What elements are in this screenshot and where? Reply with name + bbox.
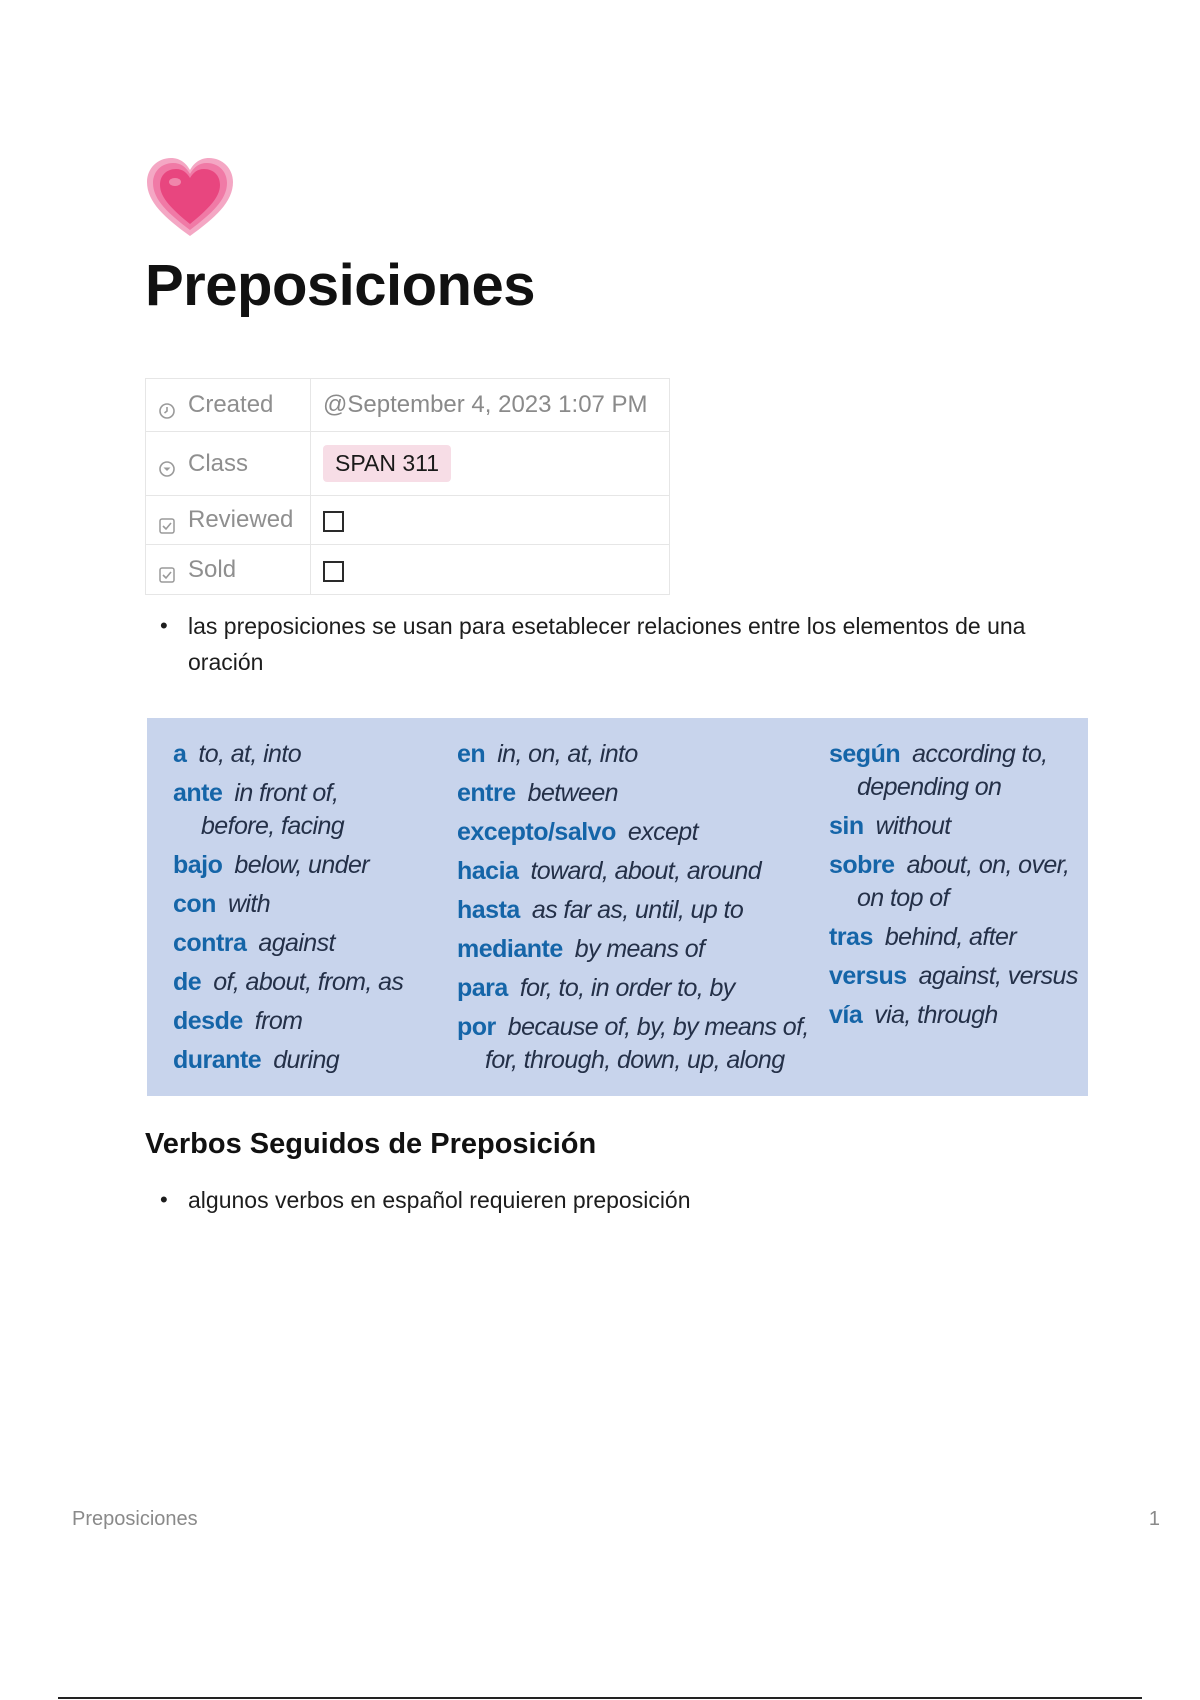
list-item — [160, 608, 1100, 680]
preposition-word: excepto/salvo — [457, 818, 616, 846]
reviewed-value-cell — [311, 496, 670, 545]
preposition-meaning: without — [875, 812, 951, 840]
page-bottom-divider — [58, 1697, 1142, 1699]
preposition-meaning: with — [227, 890, 271, 918]
preposition-meaning: to, at, into — [198, 740, 301, 768]
preposition-meaning: toward, about, around — [530, 857, 762, 885]
preposition-entry — [457, 855, 809, 888]
preposition-word: hacia — [457, 857, 519, 885]
preposition-word: de — [173, 968, 202, 996]
property-label: Sold — [188, 555, 237, 583]
preposition-word: mediante — [457, 935, 563, 963]
preposition-word: para — [457, 974, 508, 1002]
preposition-entry — [829, 738, 1078, 804]
preposition-entry — [173, 1005, 403, 1038]
preposition-word: desde — [173, 1007, 243, 1035]
class-value-cell[interactable] — [311, 432, 670, 496]
bullet-dot: • — [160, 613, 168, 638]
preposition-word: contra — [173, 929, 247, 957]
preposition-entry — [457, 777, 809, 810]
preposition-word: sobre — [829, 851, 895, 879]
preposition-entry — [173, 966, 403, 999]
preposition-word: tras — [829, 923, 873, 951]
preposition-entry — [173, 927, 403, 960]
preposition-word: ante — [173, 779, 223, 807]
preposition-meaning: against, versus — [918, 962, 1078, 990]
preposition-meaning: via, through — [874, 1001, 998, 1029]
preposition-meaning: according to, — [912, 740, 1048, 768]
preposition-entry — [457, 816, 809, 849]
created-date-value[interactable]: @September 4, 2023 1:07 PM — [311, 379, 670, 432]
class-tag[interactable]: SPAN 311 — [323, 445, 451, 482]
preposition-meaning: except — [627, 818, 698, 846]
preposition-meaning: because of, by, by means of, — [507, 1013, 809, 1041]
sold-value-cell — [311, 545, 670, 595]
preposition-entry — [457, 933, 809, 966]
preposition-entry — [829, 960, 1078, 993]
list-item — [160, 1182, 1100, 1218]
preposition-entry — [829, 999, 1078, 1032]
property-name-cell — [146, 432, 311, 496]
reviewed-checkbox[interactable] — [323, 511, 344, 532]
property-name-cell — [146, 379, 311, 432]
preposition-word: vía — [829, 1001, 863, 1029]
preposition-word: entre — [457, 779, 516, 807]
preposition-word: versus — [829, 962, 907, 990]
property-label: Created — [188, 391, 274, 418]
preposition-entry — [829, 921, 1078, 954]
property-row-class — [146, 432, 670, 496]
preposition-meaning: against — [258, 929, 335, 957]
property-name-cell — [146, 496, 311, 545]
preposition-meaning: of, about, from, as — [213, 968, 404, 996]
preposition-entry — [457, 894, 809, 927]
prepositions-table-image — [147, 718, 1088, 1096]
preposition-word: durante — [173, 1046, 262, 1074]
sold-checkbox[interactable] — [323, 561, 344, 582]
bullet-text[interactable]: algunos verbos en español requieren preposición — [188, 1187, 691, 1213]
preposition-word: por — [457, 1013, 496, 1041]
preposition-entry — [457, 1011, 809, 1077]
preposition-meaning: in front of, — [234, 779, 339, 807]
preposition-meaning: for, to, in order to, by — [519, 974, 735, 1002]
property-label: Class — [188, 449, 249, 477]
property-row-reviewed — [146, 496, 670, 545]
prepositions-column-3 — [829, 738, 1078, 1038]
preposition-meaning: from — [254, 1007, 303, 1035]
preposition-entry — [173, 849, 403, 882]
preposition-word: según — [829, 740, 901, 768]
preposition-entry — [829, 810, 1078, 843]
bullet-text[interactable]: las preposiciones se usan para esetablecer relaciones entre los elementos de una oración — [188, 613, 1026, 675]
select-icon — [158, 457, 176, 475]
preposition-meaning: as far as, until, up to — [531, 896, 744, 924]
preposition-meaning-continued: for, through, down, up, along — [485, 1046, 785, 1074]
prepositions-column-2 — [457, 738, 809, 1083]
preposition-entry — [173, 888, 403, 921]
checkbox-icon — [158, 514, 176, 532]
preposition-meaning: by means of — [574, 935, 705, 963]
preposition-word: en — [457, 740, 486, 768]
page-heart-icon[interactable] — [145, 158, 235, 238]
preposition-entry — [829, 849, 1078, 915]
section-heading: Verbos Seguidos de Preposición — [145, 1128, 597, 1160]
bullet-dot: • — [160, 1187, 168, 1212]
property-label: Reviewed — [188, 506, 294, 533]
page-title: Preposiciones — [145, 253, 535, 318]
preposition-word: con — [173, 890, 216, 918]
preposition-meaning: in, on, at, into — [497, 740, 638, 768]
preposition-entry — [457, 972, 809, 1005]
preposition-entry — [173, 738, 403, 771]
clock-icon — [158, 399, 176, 417]
property-row-sold — [146, 545, 670, 595]
preposition-meaning: between — [527, 779, 618, 807]
prepositions-column-1 — [173, 738, 403, 1083]
property-row-created — [146, 379, 670, 432]
preposition-word: hasta — [457, 896, 520, 924]
preposition-meaning: below, under — [234, 851, 369, 879]
footer-page-number: 1 — [1148, 1508, 1160, 1530]
preposition-meaning: behind, after — [884, 923, 1017, 951]
footer-title: Preposiciones — [72, 1508, 198, 1530]
preposition-meaning-continued: before, facing — [201, 812, 345, 840]
preposition-meaning-continued: on top of — [857, 884, 949, 912]
preposition-entry — [457, 738, 809, 771]
preposition-meaning: during — [273, 1046, 340, 1074]
preposition-meaning-continued: depending on — [857, 773, 1002, 801]
preposition-word: bajo — [173, 851, 223, 879]
checkbox-icon — [158, 563, 176, 581]
preposition-entry — [173, 1044, 403, 1077]
preposition-word: a — [173, 740, 187, 768]
preposition-meaning: about, on, over, — [906, 851, 1070, 879]
preposition-word: sin — [829, 812, 864, 840]
properties-table — [145, 378, 670, 595]
property-name-cell — [146, 545, 311, 595]
preposition-entry — [173, 777, 403, 843]
